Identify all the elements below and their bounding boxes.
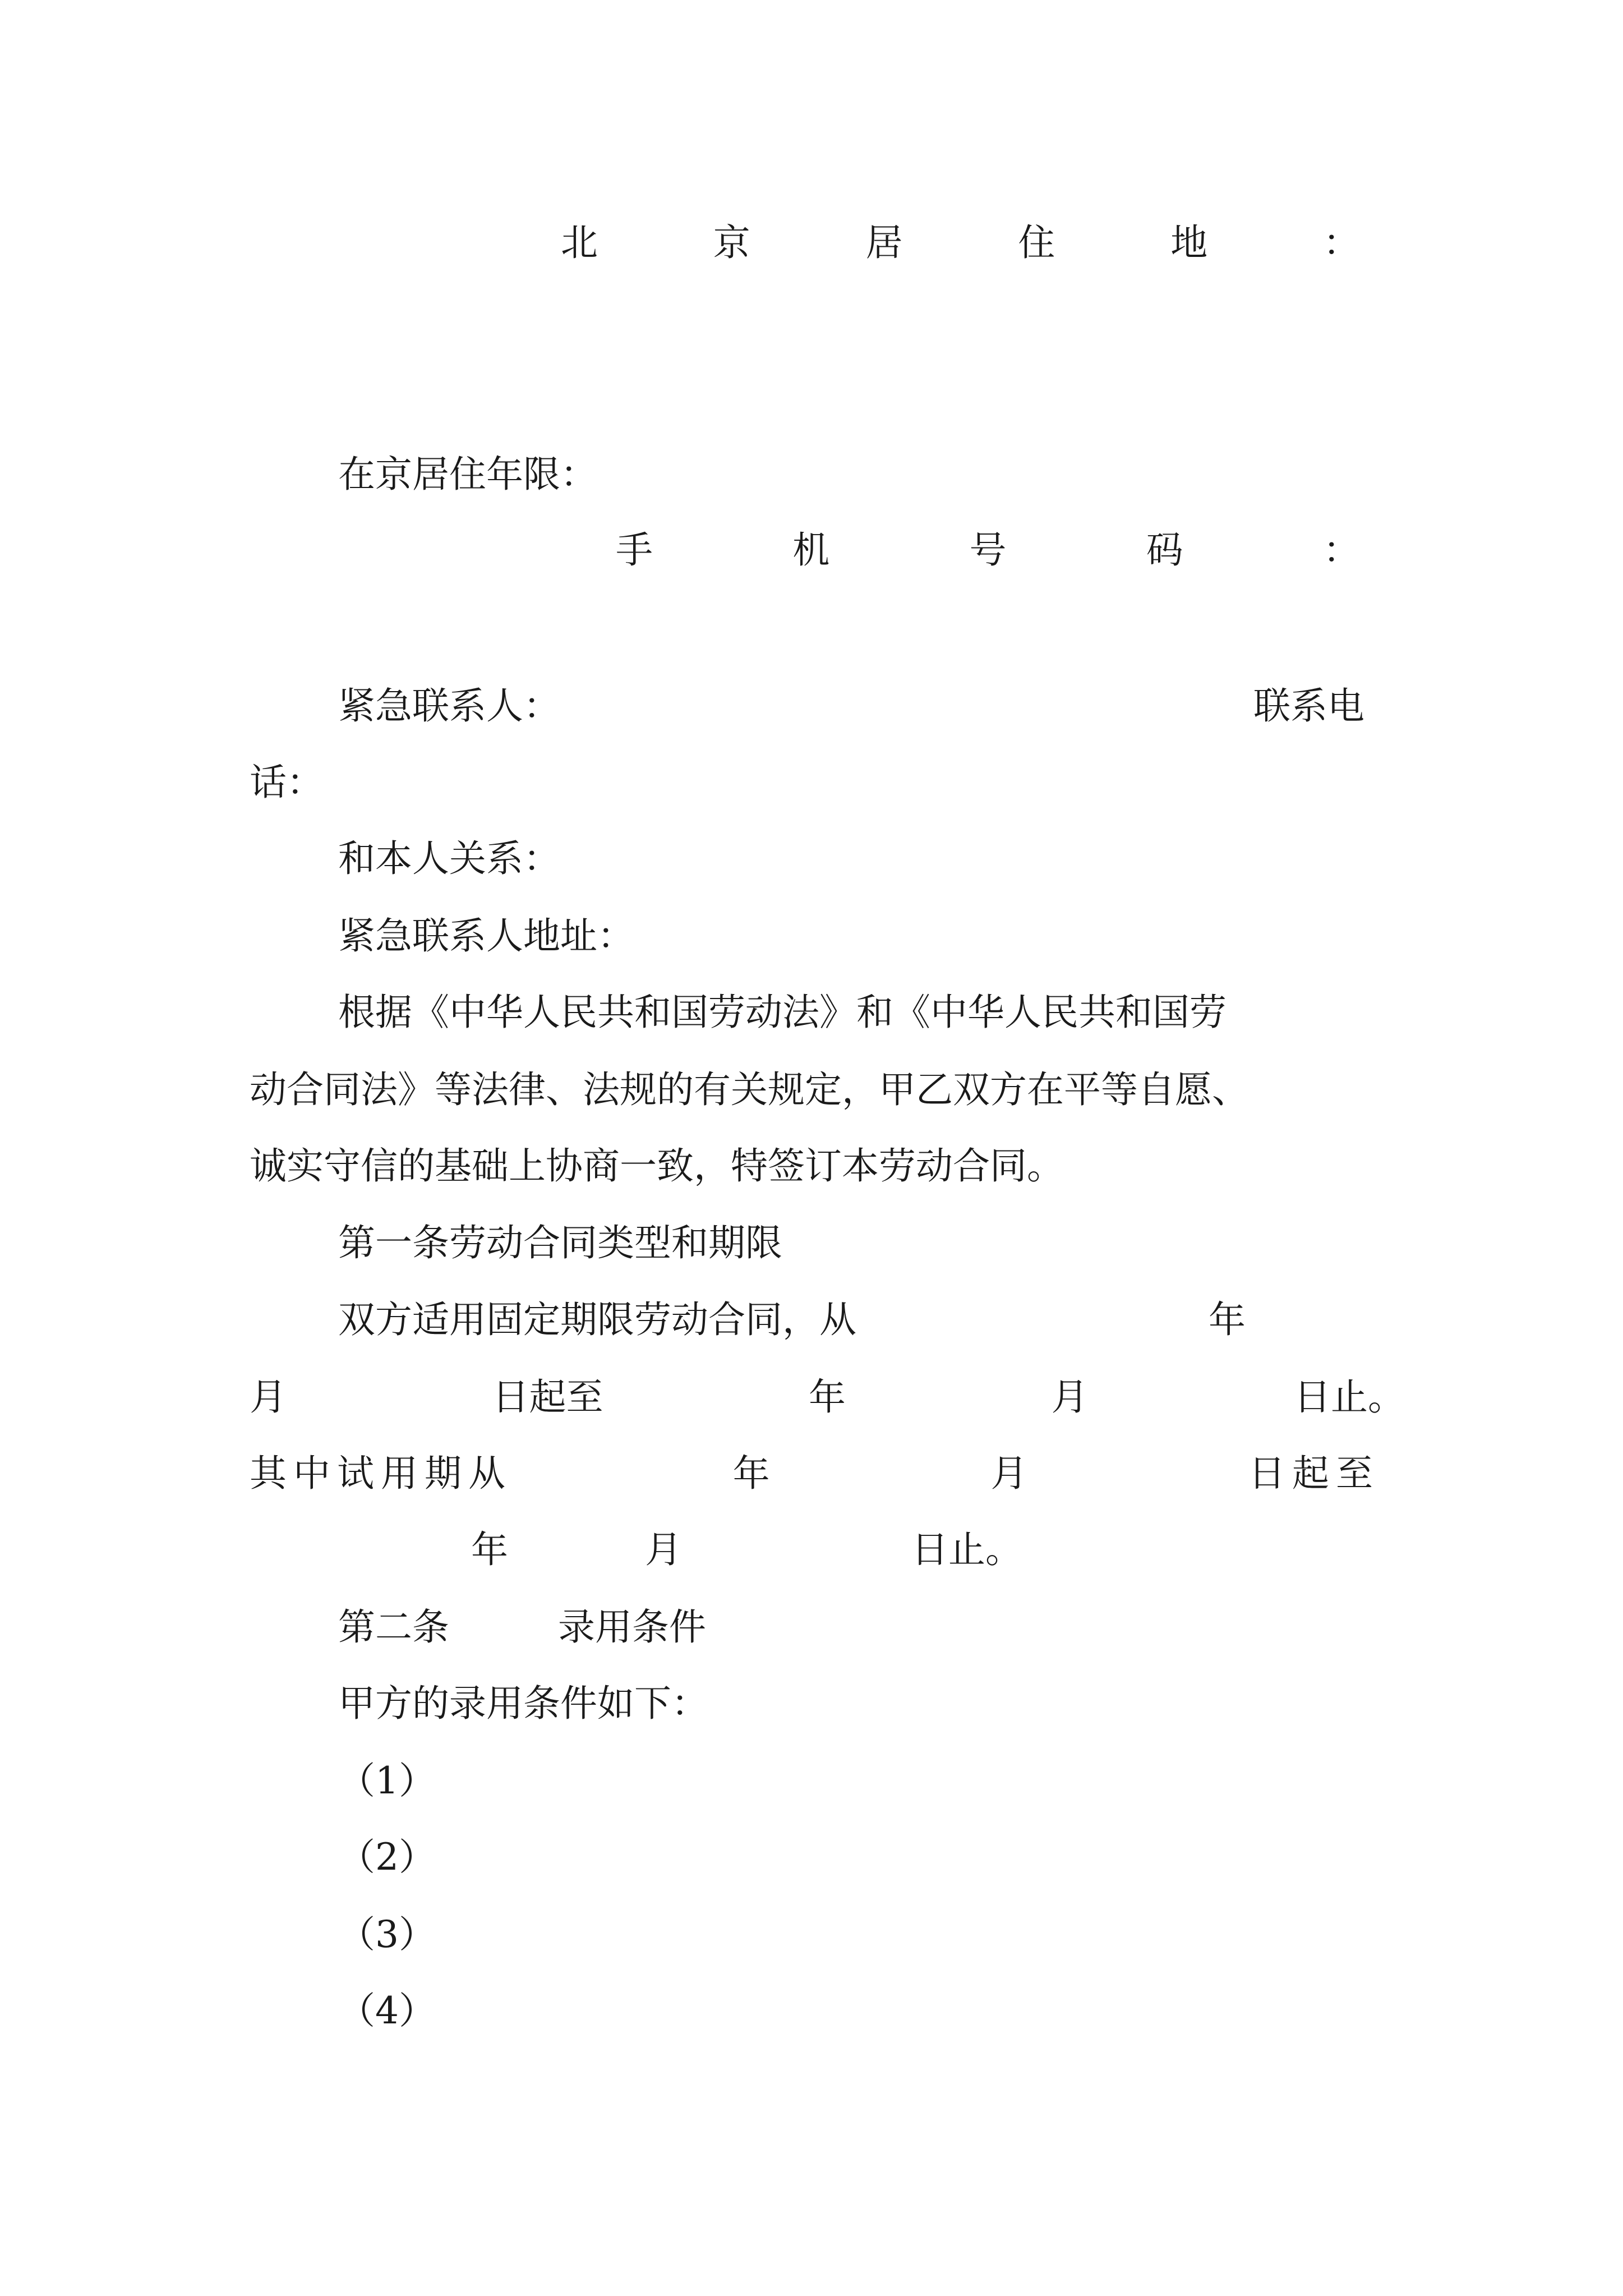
article2-title: 录用条件 [558,1605,706,1649]
term-line2-part: 月 [1051,1375,1089,1419]
mobile-char: ： [1323,528,1360,572]
condition-item: （1） [338,1759,436,1802]
intro-line: 诚实守信的基础上协商一致，特签订本劳动合同。 [250,1144,1064,1188]
condition-item: （2） [338,1835,436,1879]
mobile-char: 码 [1146,528,1183,572]
term-line3-part: 年 [732,1452,770,1495]
residence-years-label: 在京居住年限： [338,453,597,496]
residence-char: 住 [1018,221,1055,264]
residence-char: 地 [1170,221,1208,264]
term-line3-part: 月 [990,1452,1028,1495]
relation-label: 和本人关系： [338,837,560,880]
intro-line: 动合同法》等法律、法规的有关规定，甲乙双方在平等自愿、 [250,1068,1249,1111]
term-line1-text: 双方适用固定期限劳动合同，从 [338,1298,856,1341]
term-line4-year: 年 [471,1528,508,1571]
article2-title-prefix: 第二条 [338,1605,449,1649]
term-line3-part: 日起至 [1248,1452,1380,1495]
conditions-intro: 甲方的录用条件如下： [338,1682,708,1725]
residence-char: 居 [865,221,903,264]
intro-line: 根据《中华人民共和国劳动法》和《中华人民共和国劳 [338,991,1227,1034]
residence-char: 北 [561,221,598,264]
emergency-phone-label-cont: 话： [250,761,324,804]
term-line2-part: 月 [250,1375,287,1419]
emergency-phone-label: 联系电 [1253,684,1364,728]
term-line1-year: 年 [1209,1298,1246,1341]
mobile-char: 号 [969,528,1007,572]
term-line4-end: 日止。 [911,1528,1022,1571]
term-line3 [250,1452,1380,1495]
term-line4-month: 月 [645,1528,682,1571]
residence-label [561,221,1360,264]
term-line2 [250,1375,1405,1419]
mobile-label [616,528,1360,572]
mobile-char: 机 [792,528,830,572]
condition-item: （3） [338,1913,436,1956]
mobile-char: 手 [616,528,653,572]
term-line3-part: 其中试用期从 [250,1452,512,1495]
emergency-contact-label: 紧急联系人： [338,684,560,728]
condition-item: （4） [338,1989,436,2032]
term-line2-part: 日止。 [1294,1375,1405,1419]
term-line2-part: 日起至 [492,1375,603,1419]
term-line2-part: 年 [809,1375,846,1419]
emergency-address-label: 紧急联系人地址： [338,914,634,958]
residence-char: 京 [713,221,750,264]
article1-title: 第一条劳动合同类型和期限 [338,1221,782,1264]
residence-char: ： [1322,221,1360,264]
